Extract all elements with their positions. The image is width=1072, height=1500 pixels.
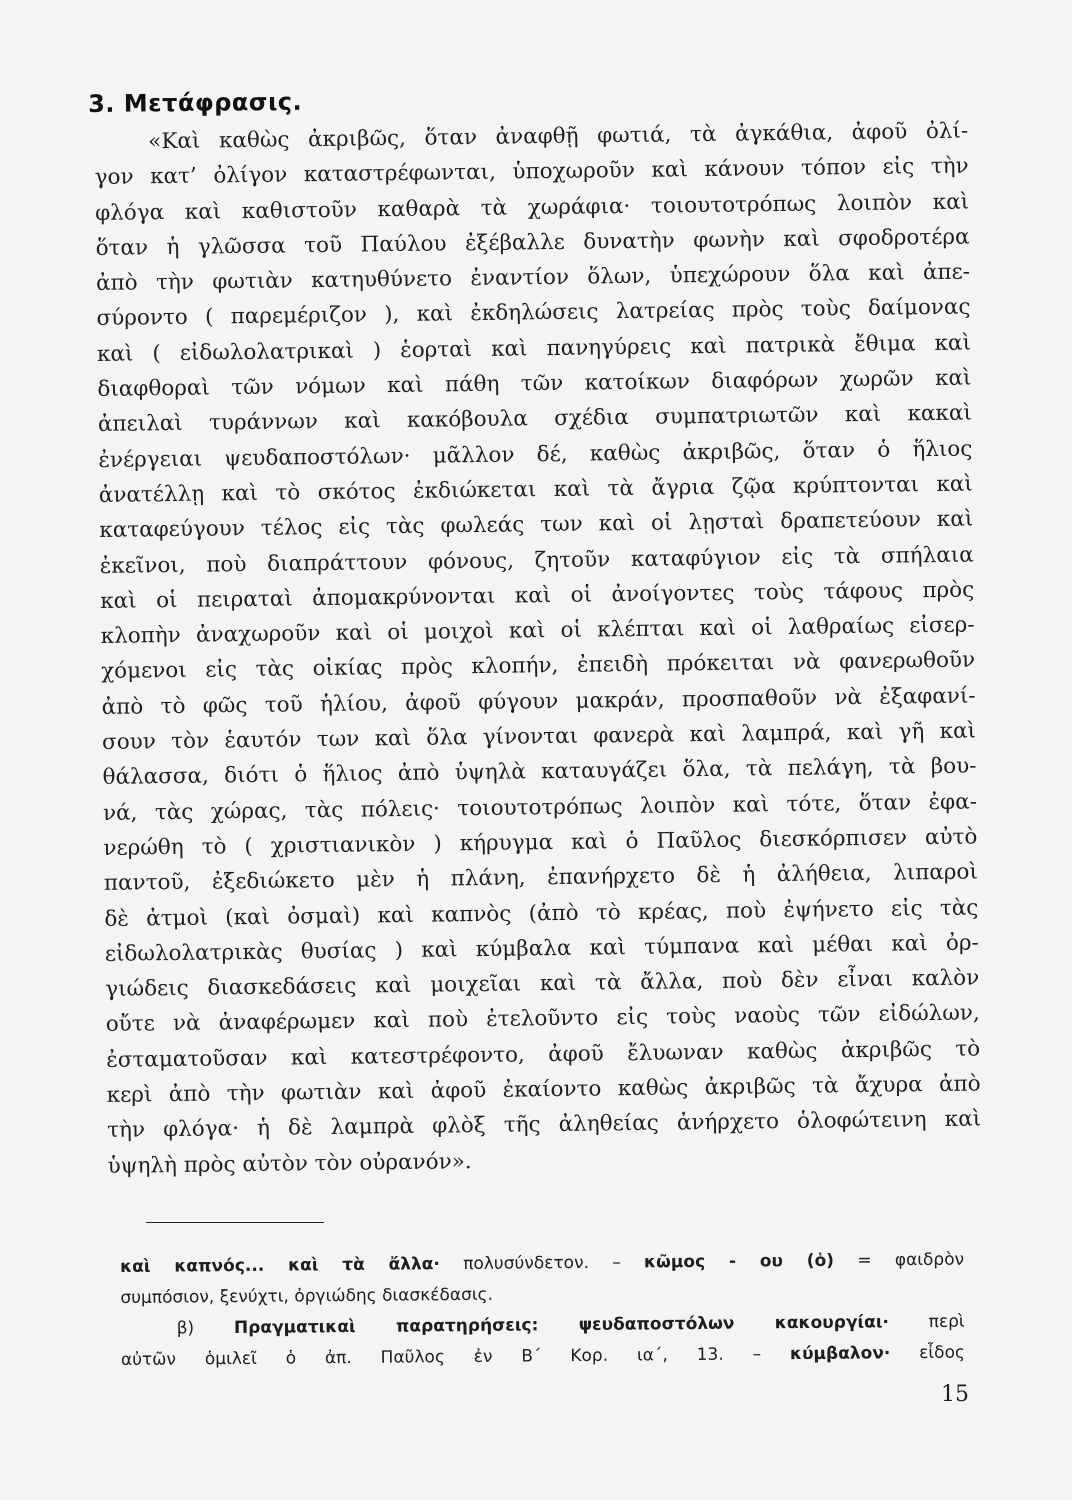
text-line: νά, τὰς χώρας, τὰς πόλεις· τοιουτοτρόπως λοιπὸν καὶ τότε, ὅταν ἐφα- — [102, 789, 978, 826]
footnote-term: καὶ καπνός... καὶ τὰ ἄλλα· — [120, 1254, 440, 1277]
text-line: παντοῦ, ἐξεδιώκετο μὲν ἡ πλάνη, ἐπανήρχετο δὲ ἡ ἀλήθεια, λιπαροὶ — [103, 859, 979, 897]
text-line: ἀπειλαὶ τυράννων καὶ κακόβουλα σχέδια συμπατριωτῶν καὶ κακαὶ — [97, 400, 973, 438]
text-line: διαφθοραὶ τῶν νόμων καὶ πάθη τῶν κατοίκων διαφόρων χωρῶν καὶ — [97, 365, 972, 403]
footnote-divider — [146, 1222, 324, 1223]
footnote-line — [121, 1338, 965, 1376]
text-line: γιώδεις διασκεδάσεις καὶ μοιχεῖαι καὶ τὰ ἄλλα, ποὺ δὲν εἶναι καλὸν — [105, 965, 980, 1003]
footnote-text: περὶ — [888, 1311, 965, 1333]
footnote-text: πολυσύνδετον. – — [439, 1252, 645, 1275]
text-line: τὴν φλόγα· ἡ δὲ λαμπρὰ φλὸξ τῆς ἀληθείας ἀνήρχετο ὁλοφώτεινη καὶ — [107, 1106, 982, 1144]
text-line: ἐκεῖνοι, ποὺ διαπράττουν φόνους, ζητοῦν καταφύγιον εἰς τὰ σπήλαια — [99, 542, 974, 579]
text-line: καὶ οἱ πειραταὶ ἀπομακρύνονται καὶ οἱ ἀνοίγοντες τοὺς τάφους πρὸς — [100, 577, 975, 614]
text-line: σουν τὸν ἑαυτόν των καὶ ὅλα γίνονται φανερὰ καὶ λαμπρά, καὶ γῆ καὶ — [101, 718, 977, 755]
footnote-label: β) — [176, 1318, 235, 1339]
translation-paragraph — [94, 114, 982, 1184]
footnotes — [120, 1245, 965, 1376]
text-line: κερὶ ἀπὸ τὴν φωτιὰν καὶ ἀφοῦ ἐκαίοντο καθὼς ἀκριβῶς τὰ ἄχυρα ἀπὸ — [106, 1071, 981, 1108]
text-line: ἐνέργειαι ψευδαποστόλων· μᾶλλον δέ, καθὼς ἀκριβῶς, ὅταν ὁ ἥλιος — [98, 436, 973, 473]
footnote-term: κύμβαλον· — [789, 1343, 891, 1365]
footnote-line: συμπόσιον, ξενύχτι, ὀργιώδης διασκέδασις. — [120, 1284, 494, 1308]
footnote-term: κῶμος - ου (ὁ) — [643, 1250, 835, 1273]
text-line: σύροντο ( παρεμέριζον ), καὶ ἐκδηλώσεις λατρείας πρὸς τοὺς δαίμονας — [96, 295, 971, 332]
text-line: ἐσταματοῦσαν καὶ κατεστρέφοντο, ἀφοῦ ἔλυωναν καθὼς ἀκριβῶς τὸ — [106, 1036, 981, 1073]
page-number: 15 — [941, 1382, 969, 1407]
text-line: δὲ ἀτμοὶ (καὶ ὀσμαὶ) καὶ καπνὸς (ἀπὸ τὸ κρέας, ποὺ ἐψήνετο εἰς τὰς — [104, 895, 979, 932]
footnote-text: εἶδος — [890, 1342, 966, 1364]
text-line: καὶ ( εἰδωλολατρικαὶ ) ἑορταὶ καὶ πανηγύρεις καὶ πατρικὰ ἔθιμα καὶ — [96, 330, 972, 367]
text-line: οὔτε νὰ ἀναφέρωμεν καὶ ποὺ ἐτελοῦντο εἰς τοὺς ναοὺς τῶν εἰδώλων, — [105, 1000, 980, 1038]
text-line: νερώθη τὸ ( χριστιανικὸν ) κήρυγμα καὶ ὁ Παῦλος διεσκόρπισεν αὐτὸ — [103, 824, 978, 861]
text-line: ἀπὸ τὸ φῶς τοῦ ἡλίου, ἀφοῦ φύγουν μακράν, προσπαθοῦν νὰ ἐξαφανί- — [101, 683, 976, 720]
text-line: «Καὶ καθὼς ἀκριβῶς, ὅταν ἀναφθῇ φωτιά, τὰ ἀγκάθια, ἀφοῦ ὀλί- — [148, 118, 969, 155]
text-line: ὑψηλὴ πρὸς αὐτὸν τὸν οὐρανόν». — [107, 1148, 472, 1179]
text-line: κλοπὴν ἀναχωροῦν καὶ οἱ μοιχοὶ καὶ οἱ κλέπται καὶ οἱ λαθραίως εἰσερ- — [100, 612, 975, 650]
text-line: ἀνατέλλῃ καὶ τὸ σκότος ἐκδιώκεται καὶ τὰ ἄγρια ζῷα κρύπτονται καὶ — [98, 471, 973, 508]
text-line: ὅταν ἡ γλῶσσα τοῦ Παύλου ἐξέβαλλε δυνατὴν φωνὴν καὶ σφοδροτέρα — [95, 224, 970, 261]
footnote-text: = φαιδρὸν — [833, 1249, 965, 1271]
section-heading: 3. Μετάφρασις. — [88, 87, 303, 118]
text-line: εἰδωλολατρικὰς θυσίας ) καὶ κύμβαλα καὶ τύμπανα καὶ μέθαι καὶ ὀρ- — [104, 930, 979, 967]
text-line: γον κατ’ ὀλίγον καταστρέφωνται, ὑποχωροῦν καὶ κάνουν τόπον εἰς τὴν — [94, 153, 969, 191]
footnote-text: αὐτῶν ὁμιλεῖ ὁ ἀπ. Παῦλος ἐν Β΄ Κορ. ια΄, 13. – — [120, 1344, 791, 1370]
text-line: καταφεύγουν τέλος εἰς τὰς φωλεάς των καὶ οἱ λῃσταὶ δραπετεύουν καὶ — [99, 506, 974, 544]
text-line: θάλασσα, διότι ὁ ἥλιος ἀπὸ ὑψηλὰ καταυγάζει ὅλα, τὰ πελάγη, τὰ βου- — [102, 753, 977, 791]
text-line: φλόγα καὶ καθιστοῦν καθαρὰ τὰ χωράφια· τοιουτοτρόπως λοιπὸν καὶ — [94, 189, 970, 226]
footnote-term: Πραγματικαὶ παρατηρήσεις: ψευδαποστόλων κακουργίαι· — [233, 1312, 889, 1339]
text-line: χόμενοι εἰς τὰς οἰκίας πρὸς κλοπήν, ἐπειδὴ πρόκειται νὰ φανερωθοῦν — [100, 647, 976, 685]
text-line: ἀπὸ τὴν φωτιὰν κατηυθύνετο ἐναντίον ὅλων, ὑπεχώρουν ὅλα καὶ ἀπε- — [95, 259, 971, 297]
